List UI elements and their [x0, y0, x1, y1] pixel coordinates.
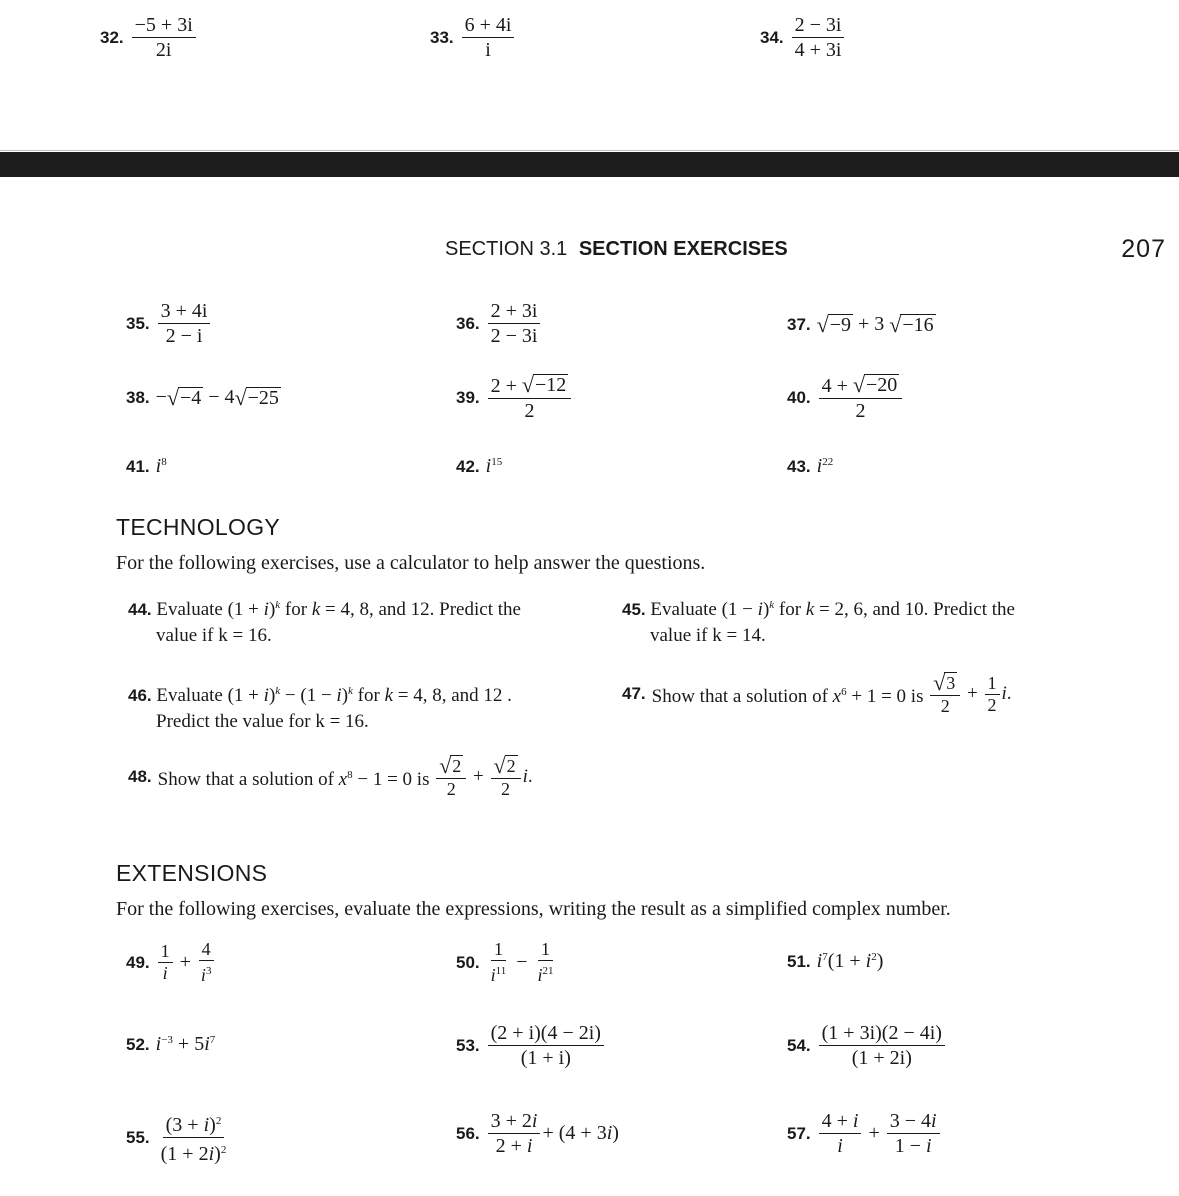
denominator: 2i	[155, 39, 172, 61]
exercise-46-line2: Predict the value for k = 16.	[156, 711, 369, 732]
exercise-42: 42. $i^{15}$	[456, 455, 503, 477]
exercise-40	[787, 374, 904, 422]
exercise-36	[456, 300, 542, 347]
denominator: (1 + 2i)	[851, 1047, 912, 1069]
denominator: i	[485, 39, 491, 61]
exercise-number: 53.	[456, 1035, 480, 1055]
exercise-number: 40.	[787, 388, 811, 407]
exercise-number: 48.	[128, 767, 152, 786]
section-header	[445, 238, 788, 261]
fraction	[462, 14, 515, 61]
denominator: 4 + 3i	[794, 39, 842, 61]
exercise-number: 43.	[787, 456, 811, 476]
fraction	[819, 1022, 945, 1069]
exercise-39	[456, 374, 573, 422]
denominator: (1 + i)	[520, 1047, 571, 1069]
exercise-45-line2: value if k = 14.	[650, 625, 766, 646]
exercise-number: 33.	[430, 27, 454, 47]
exercise-32	[100, 14, 198, 61]
exercise-number: 37.	[787, 314, 811, 334]
exercise-number: 38.	[126, 387, 150, 407]
numerator: (1 + 3i)(2 − 4i)	[819, 1022, 945, 1046]
denominator: 2 − i	[165, 325, 203, 347]
exercise-37: 37. √ −9 + 3 √ −16	[787, 312, 934, 337]
exercise-45: 45. Evaluate $(1 - i)^k$ for k = 2, 6, and 10. Predict the value if k = 14.	[622, 592, 1102, 649]
exponent: 8	[161, 456, 167, 468]
exercise-number: 56.	[456, 1123, 480, 1143]
exercise-number: 49.	[126, 952, 150, 972]
fraction	[488, 1022, 604, 1069]
fraction: $\frac{4}{i^3}$	[198, 940, 215, 985]
exercise-43: 43. $i^{22}$	[787, 455, 834, 477]
exercise-53	[456, 1022, 606, 1069]
fraction	[158, 300, 211, 347]
fraction: $\frac{3 + 2i}{2 + i}$	[488, 1110, 541, 1157]
exercise-52: 52. $i^{-3} + 5i^7$	[126, 1033, 216, 1055]
page-divider-line	[0, 150, 1179, 151]
numerator: 4 + √ −20	[819, 374, 903, 399]
extensions-intro: For the following exercises, evaluate the expressions, writing the result as a simplified complex number.	[116, 898, 951, 920]
section-label: SECTION 3.1	[445, 238, 568, 260]
exercise-number: 44.	[128, 600, 152, 619]
fraction	[488, 374, 572, 422]
numerator: 6 + 4i	[462, 14, 515, 38]
fraction	[132, 14, 196, 61]
exercise-number: 34.	[760, 27, 784, 47]
fraction: $\frac{3 - 4i}{1 - i}$	[887, 1110, 940, 1157]
page-break-band	[0, 152, 1179, 177]
numerator: 2 + 3i	[488, 300, 541, 324]
exercise-48: 48. Show that a solution of $x^8 - 1 = 0$ is √ 2 2 + √ 2 2 i.	[128, 753, 533, 799]
denominator: 2 − 3i	[490, 325, 538, 347]
fraction: $\frac{1}{i}$	[158, 942, 173, 983]
fraction: √ 2 2	[491, 755, 521, 799]
fraction: $\frac{1}{i^{11}}$	[490, 939, 507, 985]
exercise-46: 46. Evaluate $(1 + i)^k - (1 - i)^k$ for k = 4, 8, and 12 . Predict the value for k = 16.	[128, 678, 608, 735]
exercise-number: 32.	[100, 27, 124, 47]
exercise-49: 49. $\frac{1}{i}$ + $\frac{4}{i^3}$	[126, 940, 216, 985]
section-title: SECTION EXERCISES	[578, 238, 788, 260]
exponent: 15	[491, 456, 503, 468]
numerator: 2 + √ −12	[488, 374, 572, 399]
square-root: √ −25	[234, 385, 279, 410]
numerator: −5 + 3i	[132, 14, 196, 38]
denominator: 2	[855, 400, 866, 422]
fraction	[819, 374, 903, 422]
technology-intro: For the following exercises, use a calculator to help answer the questions.	[116, 552, 706, 574]
fraction: $\frac{4 + i}{i}$	[819, 1110, 862, 1157]
exercise-number: 57.	[787, 1123, 811, 1143]
exercise-number: 42.	[456, 456, 480, 476]
square-root: √ −16	[889, 312, 934, 337]
exercise-44: 44. Evaluate $(1 + i)^k$ for k = 4, 8, and 12. Predict the value if k = 16.	[128, 592, 598, 649]
exercise-number: 35.	[126, 313, 150, 333]
exercise-33	[430, 14, 516, 61]
denominator: 2	[524, 400, 535, 422]
square-root: √ −4	[166, 385, 202, 410]
fraction	[792, 14, 845, 61]
exercise-number: 54.	[787, 1035, 811, 1055]
exercise-35	[126, 300, 212, 347]
exercise-47: 47. Show that a solution of $x^6 + 1 = 0$ is √ 3 2 + $\frac{1}{2}$ i.	[622, 670, 1012, 716]
numerator: 2 − 3i	[792, 14, 845, 38]
exercise-number: 36.	[456, 313, 480, 333]
exercise-57: 57. $\frac{4 + i}{i}$ + $\frac{3 - 4i}{1 - i}$	[787, 1110, 942, 1157]
fraction: $\frac{(3 + i)^2}{(1 + 2i)^2}$	[158, 1110, 230, 1165]
fraction: √ 2 2	[436, 755, 466, 799]
exercise-number: 46.	[128, 686, 152, 705]
exercise-41: 41. $i^8$	[126, 455, 167, 477]
exercise-38: 38. − √ −4 − 4 √ −25	[126, 385, 279, 410]
fraction	[488, 300, 541, 347]
fraction: $\frac{1}{i^{21}}$	[537, 939, 554, 985]
exercise-number: 52.	[126, 1034, 150, 1054]
exercise-50: 50. $\frac{1}{i^{11}}$ − $\frac{1}{i^{21}}$	[456, 940, 559, 985]
exercise-number: 39.	[456, 388, 480, 407]
exercise-56: 56. $\frac{3 + 2i}{2 + i}$ + (4 + 3i)	[456, 1110, 619, 1157]
exercise-44-line2: value if k = 16.	[156, 625, 272, 646]
extensions-heading: EXTENSIONS	[116, 860, 268, 886]
exercise-55	[126, 1110, 231, 1165]
numerator: 3 + 4i	[158, 300, 211, 324]
exercise-number: 41.	[126, 456, 150, 476]
exercise-number: 55.	[126, 1127, 150, 1147]
technology-heading: TECHNOLOGY	[116, 514, 281, 540]
square-root: √ −9	[816, 312, 851, 337]
exercise-54	[787, 1022, 947, 1069]
exercise-number: 47.	[622, 684, 646, 703]
numerator: (2 + i)(4 − 2i)	[488, 1022, 604, 1046]
exercise-34	[760, 14, 846, 61]
exercise-number: 51.	[787, 951, 811, 971]
exercise-number: 50.	[456, 952, 480, 972]
exercise-51: 51. $i^7(1 + i^2)$	[787, 950, 884, 972]
exponent: 22	[822, 456, 834, 468]
fraction: $\frac{1}{2}$	[985, 674, 1000, 715]
fraction: √ 3 2	[930, 672, 960, 716]
exercise-number: 45.	[622, 600, 646, 619]
page-number: 207	[1121, 235, 1166, 263]
